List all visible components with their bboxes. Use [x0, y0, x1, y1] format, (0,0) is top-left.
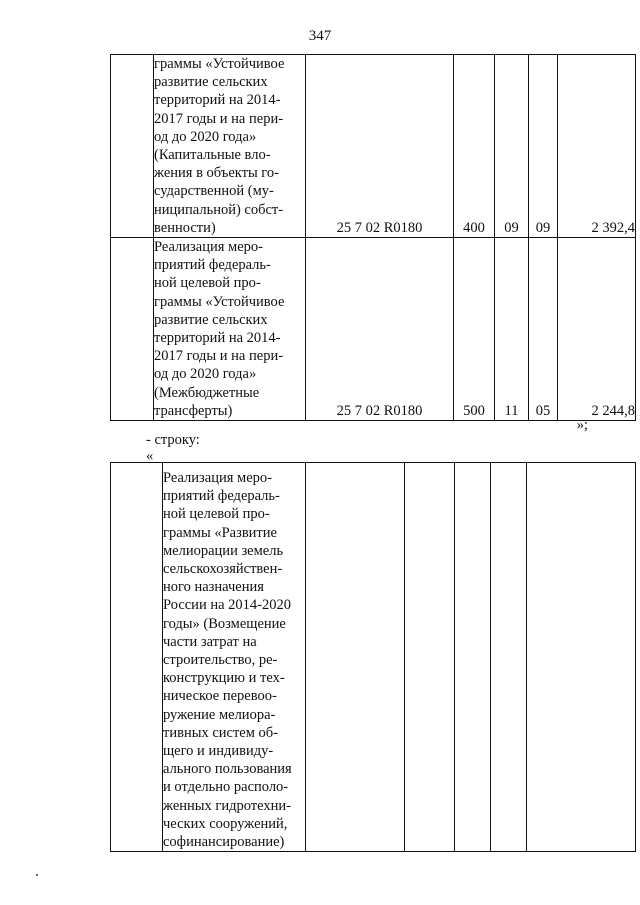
table-row [111, 238, 636, 421]
budget-table-new [110, 462, 636, 852]
row-name-text: Реализация меро- приятий федераль- ной целевой про- граммы «Развитие мелиорации земель сельскохозяйствен- ного назначения России на 2014-2020 годы» (Возмещение части затрат на строительство, ре- конструкцию и тех- ническое перевоо- ружение мелиора- тивных систем об- щего и индивиду- ального пользования и отдельно располо- женных гидротехни- ческих сооружений, софинансирование) [163, 470, 292, 851]
row-number-cell [111, 238, 154, 421]
row-label: - строку: [146, 432, 200, 448]
row-name-text: Реализация меро- приятий федераль- ной целевой про- граммы «Устойчивое развитие сельских территорий на 2014- 2017 годы и на пери- од до 2020 года» (Межбюджетные трансферты) [154, 239, 285, 419]
row-name-cell [163, 463, 306, 852]
row-name-cell [154, 55, 306, 238]
amount-cell: 2 244,8 [558, 238, 636, 421]
expense-type-cell: 400 [454, 55, 495, 238]
amount-cell: 2 392,4 [558, 55, 636, 238]
section-cell: 11 [495, 238, 529, 421]
subsection-cell [491, 463, 527, 852]
row-number-cell [111, 463, 163, 852]
page-number: 347 [308, 28, 332, 44]
scan-speck [36, 874, 38, 876]
subsection-cell: 05 [529, 238, 558, 421]
section-cell: 09 [495, 55, 529, 238]
expense-type-cell: 500 [454, 238, 495, 421]
amount-cell [527, 463, 636, 852]
table-row [111, 55, 636, 238]
row-number-cell [111, 55, 154, 238]
target-code-cell [306, 463, 405, 852]
row-name-cell [154, 238, 306, 421]
closing-quote: »; [576, 417, 588, 433]
table-row [111, 463, 636, 852]
section-cell [455, 463, 491, 852]
target-code-cell: 25 7 02 R0180 [306, 55, 454, 238]
budget-table-previous [110, 54, 636, 421]
row-name-text: граммы «Устойчивое развитие сельских территорий на 2014- 2017 годы и на пери- од до 2020 года» (Капитальные вло- жения в объекты го- сударственной (му- ниципальной) собст- венности) [154, 56, 285, 236]
opening-quote: « [146, 448, 154, 464]
target-code-cell: 25 7 02 R0180 [306, 238, 454, 421]
expense-type-cell [405, 463, 455, 852]
subsection-cell: 09 [529, 55, 558, 238]
